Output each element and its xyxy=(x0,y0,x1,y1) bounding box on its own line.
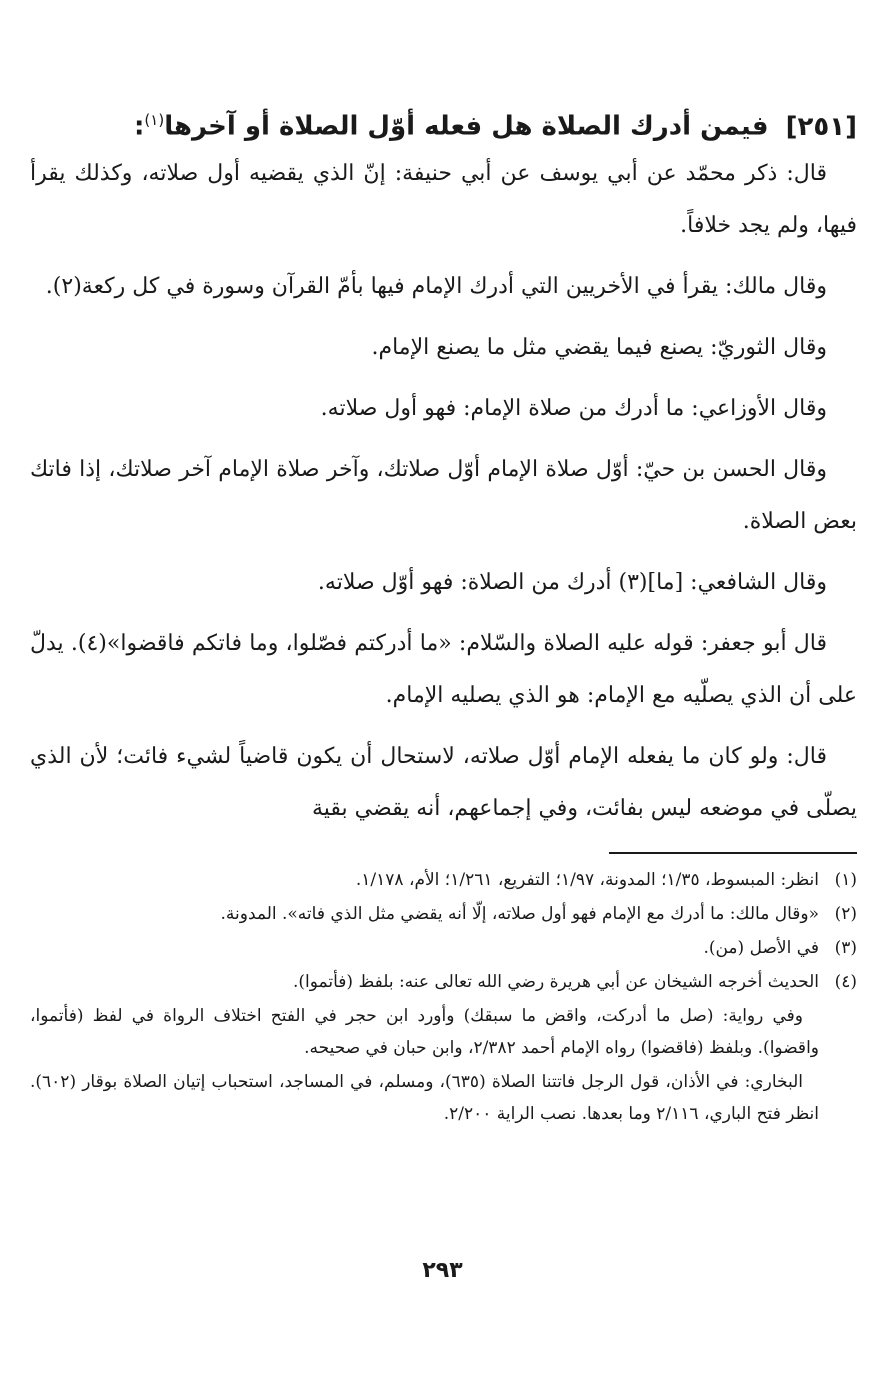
paragraph: وقال الأوزاعي: ما أدرك من صلاة الإمام: فهو أول صلاته. xyxy=(320,396,827,421)
heading-footnote-ref: (١) xyxy=(144,111,165,129)
footnote-text: «وقال مالك: ما أدرك مع الإمام فهو أول صلاته، إلّا أنه يقضي مثل الذي فاته». المدونة. xyxy=(220,904,819,924)
paragraph: قال: ذكر محمّد عن أبي يوسف عن أبي حنيفة: إنّ الذي يقضيه أول صلاته، وكذلك يقرأ فيها، ولم يجد خلافاً. xyxy=(30,161,857,238)
section-number: [٢٥١] xyxy=(785,111,857,142)
footnote-number: (٣) xyxy=(834,938,857,958)
footnotes xyxy=(30,864,857,1132)
footnote-continuation: البخاري: في الأذان، قول الرجل فاتتنا الصلاة (٦٣٥)، ومسلم، في المساجد، استحباب إتيان الصلاة بوقار (٦٠٢). انظر فتح الباري، ٢/١١٦ وما بعدها. نصب الراية ٢/٢٠٠. xyxy=(30,1072,819,1124)
footnote-text: في الأصل (من). xyxy=(703,938,819,958)
heading-colon: : xyxy=(134,111,145,142)
section-title: فيمن أدرك الصلاة هل فعله أوّل الصلاة أو آخرها xyxy=(164,111,769,142)
footnote-text: انظر: المبسوط، ١/٣٥؛ المدونة، ١/٩٧؛ التفريع، ١/٢٦١؛ الأم، ١/١٧٨. xyxy=(355,870,819,890)
footnote-separator xyxy=(609,852,857,854)
footnote-number: (١) xyxy=(834,870,857,890)
page-number: ٢٩٣ xyxy=(422,1258,463,1283)
paragraph: وقال الشافعي: [ما](٣) أدرك من الصلاة: فهو أوّل صلاته. xyxy=(317,570,827,595)
section-heading xyxy=(120,98,857,149)
paragraph: قال أبو جعفر: قوله عليه الصلاة والسّلام: «ما أدركتم فصّلوا، وما فاتكم فاقضوا»(٤). يدلّ على أن الذي يصلّيه مع الإمام: هو الذي يصليه الإمام. xyxy=(30,631,857,708)
paragraph: قال: ولو كان ما يفعله الإمام أوّل صلاته، لاستحال أن يكون قاضياً لشيء فائت؛ لأن الذي يصلّى في موضعه ليس بفائت، وفي إجماعهم، أنه يقضي بقية xyxy=(30,744,857,821)
footnote xyxy=(30,864,857,896)
main-text xyxy=(30,148,857,844)
paragraph: وقال الثوريّ: يصنع فيما يقضي مثل ما يصنع الإمام. xyxy=(371,335,827,360)
footnote xyxy=(30,932,857,964)
paragraph: وقال الحسن بن حيّ: أوّل صلاة الإمام أوّل صلاتك، وآخر صلاة الإمام آخر صلاتك، إذا فاتك بعض الصلاة. xyxy=(30,457,857,534)
footnote-number: (٢) xyxy=(834,904,857,924)
paragraph: وقال مالك: يقرأ في الأخريين التي أدرك الإمام فيها بأمّ القرآن وسورة في كل ركعة(٢). xyxy=(45,274,827,299)
footnote-number: (٤) xyxy=(834,972,857,992)
footnote xyxy=(30,898,857,930)
footnote-continuation: وفي رواية: (صل ما أدركت، واقض ما سبقك) وأورد ابن حجر في الفتح اختلاف الرواة في لفظ (فأتموا، واقضوا). وبلفظ (فاقضوا) رواه الإمام أحمد ٢/٣٨٢، وابن حبان في صحيحه. xyxy=(30,1006,819,1058)
footnote-text: الحديث أخرجه الشيخان عن أبي هريرة رضي الله تعالى عنه: بلفظ (فأتموا). xyxy=(293,972,819,992)
footnote xyxy=(30,966,857,998)
